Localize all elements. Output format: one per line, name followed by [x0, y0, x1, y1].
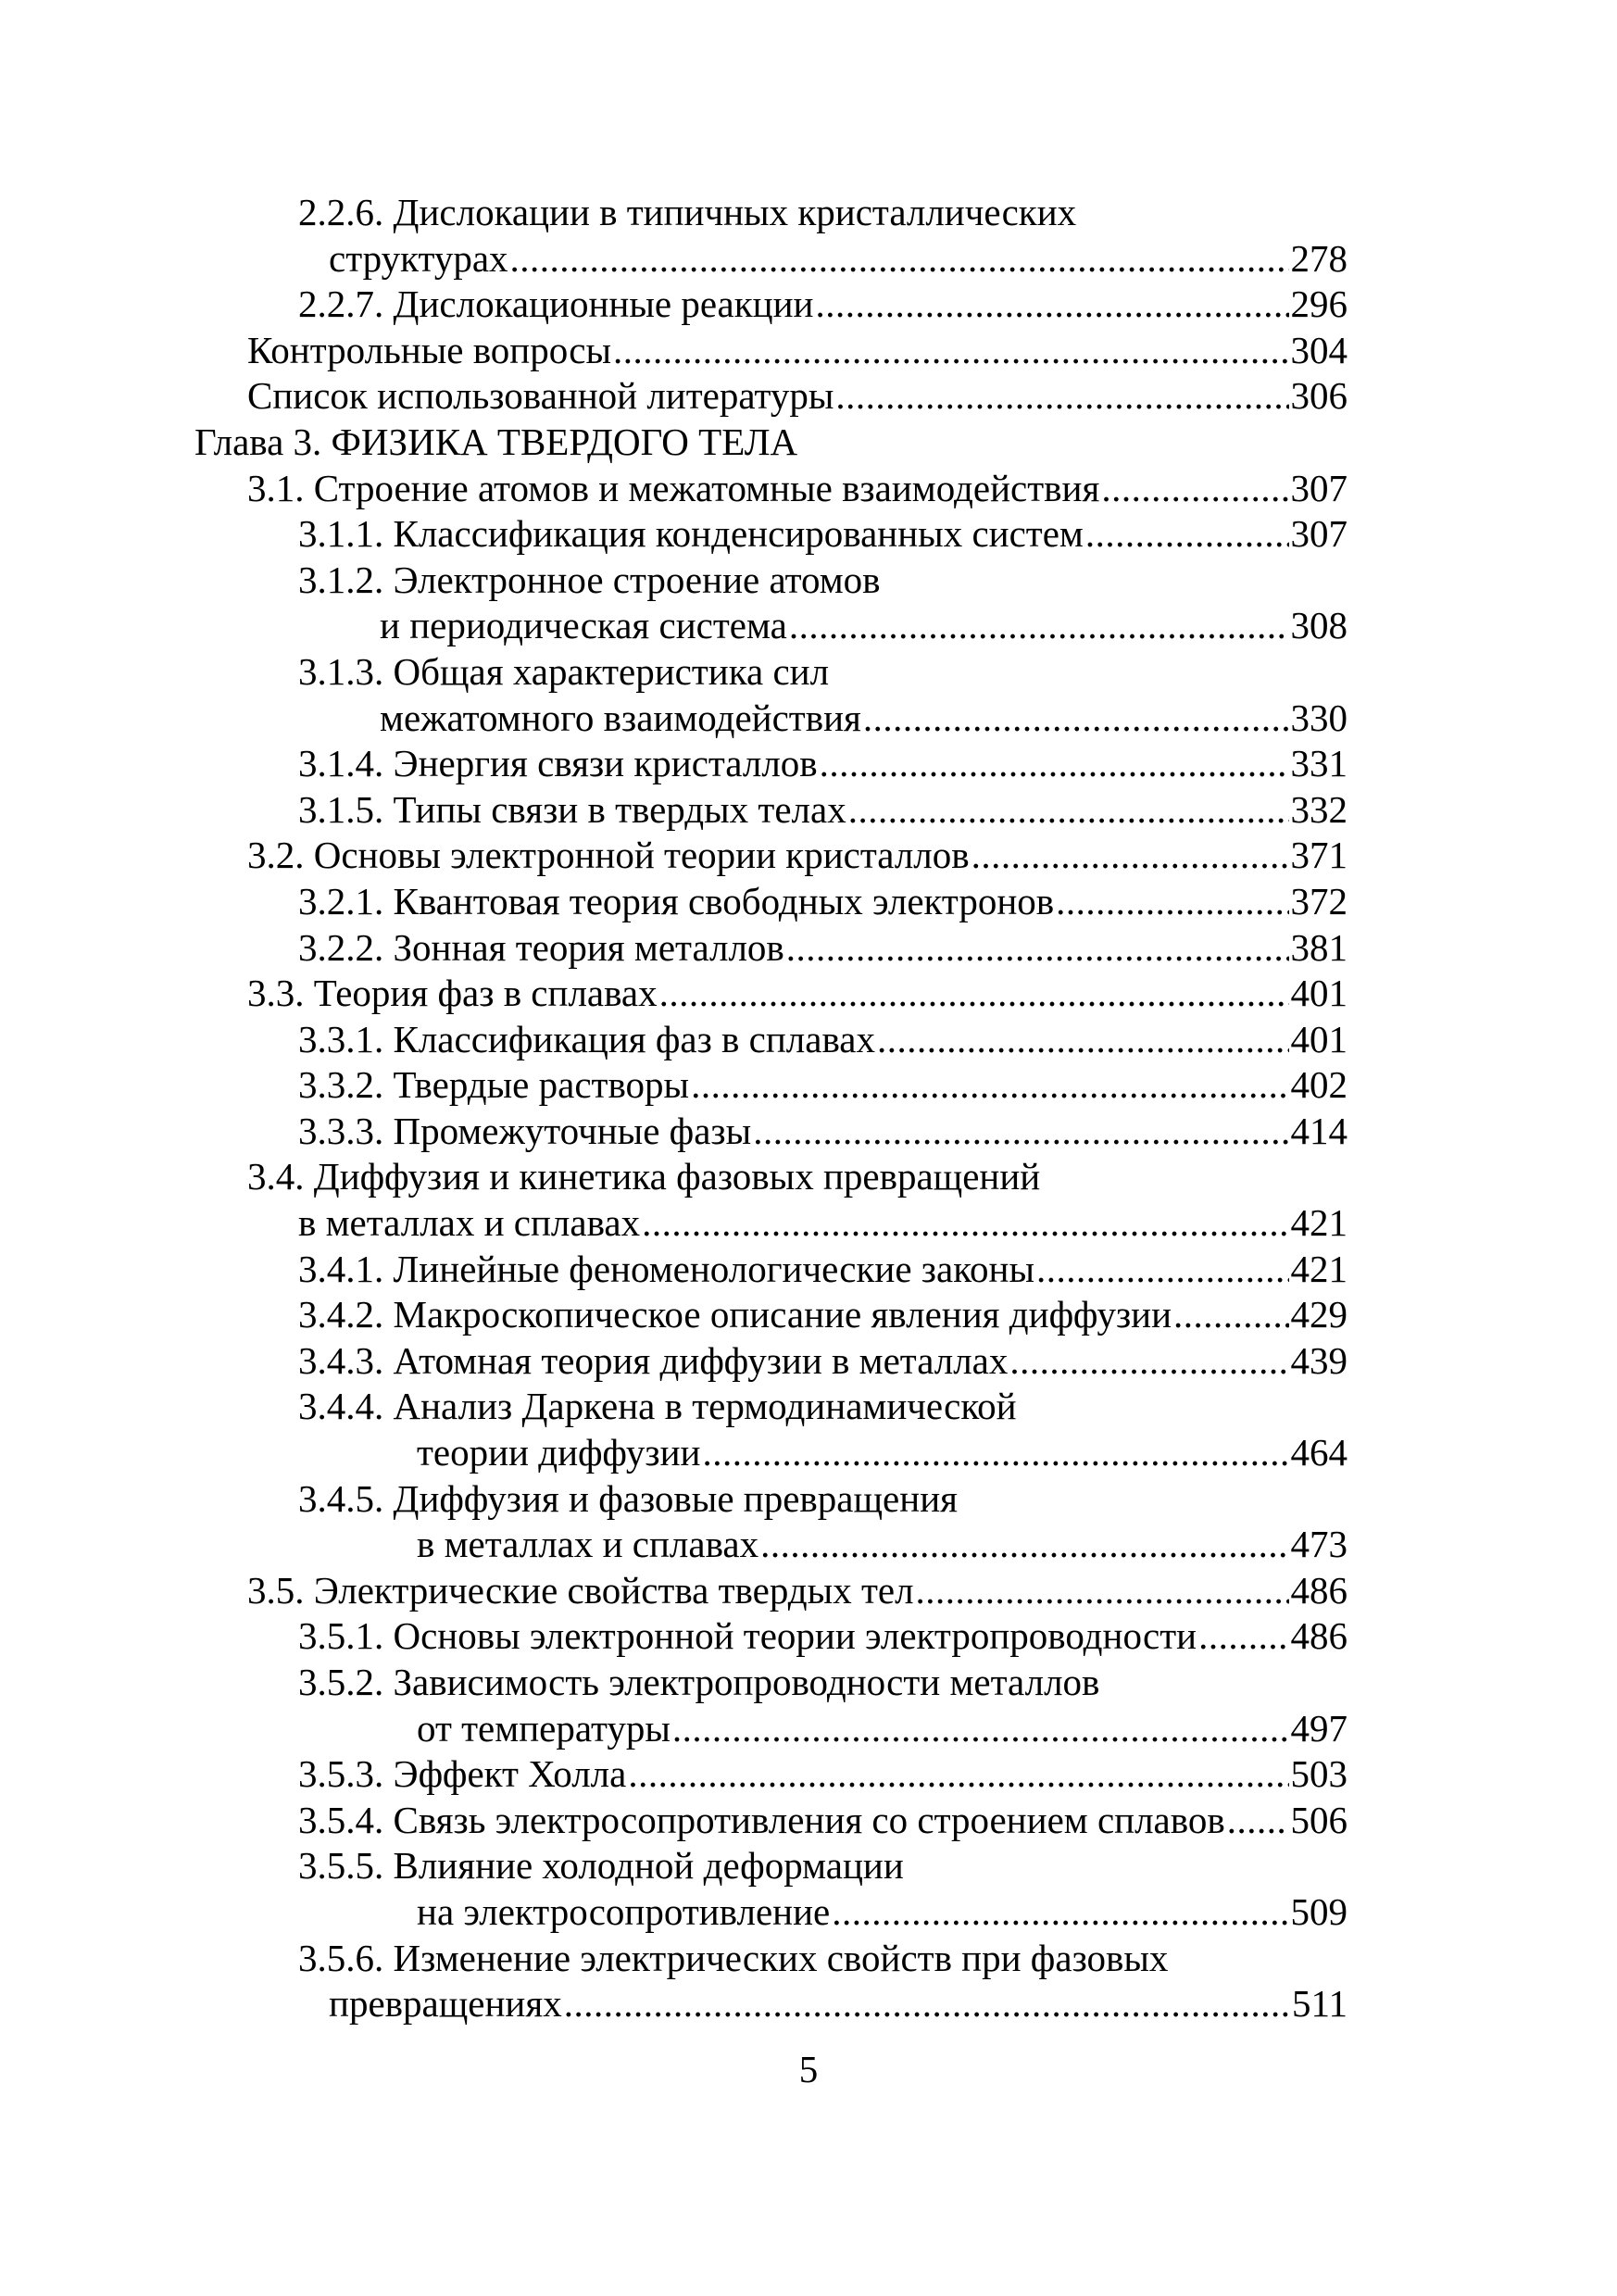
toc-title: 3.5.6. Изменение электрических свойств при фазовых [298, 1936, 1169, 1979]
toc-leader [789, 603, 1289, 649]
toc-title: 3.1. Строение атомов и межатомные взаимодействия [247, 466, 1100, 509]
toc-title: структурах [329, 236, 508, 280]
toc-page: 486 [1290, 1568, 1348, 1612]
toc-line [194, 1476, 1348, 1523]
toc-entry [194, 971, 1348, 1017]
toc-entry [194, 833, 1348, 879]
toc-entry [194, 741, 1348, 787]
toc-leader [820, 741, 1289, 787]
toc-title: в металлах и сплавах [298, 1201, 641, 1245]
toc-entry [194, 1338, 1348, 1385]
toc-leader [1101, 466, 1288, 512]
toc-line [194, 1154, 1348, 1200]
toc-page: 464 [1290, 1431, 1348, 1474]
toc-title: 3.5.3. Эффект Холла [298, 1752, 627, 1796]
toc-leader [1173, 1292, 1288, 1338]
toc-leader [971, 833, 1289, 879]
table-of-contents [194, 190, 1348, 2027]
toc-title: и периодическая система [380, 604, 787, 647]
toc-title: 2.2.6. Дислокации в типичных кристаллических [298, 191, 1077, 233]
toc-leader [703, 1430, 1289, 1476]
toc-page: 296 [1290, 282, 1348, 326]
toc-entry [194, 1062, 1348, 1109]
toc-entry [194, 373, 1348, 420]
toc-entry [194, 282, 1348, 328]
toc-line [194, 1660, 1348, 1706]
toc-title: 3.5.2. Зависимость электропроводности металлов [298, 1661, 1100, 1703]
toc-title: 3.2. Основы электронной теории кристаллов [247, 834, 970, 877]
toc-title: превращениях [329, 1982, 562, 2026]
toc-page: 304 [1290, 328, 1348, 371]
toc-entry [194, 1292, 1348, 1338]
toc-title: 3.5.4. Связь электросопротивления со строением сплавов [298, 1798, 1225, 1841]
toc-page: 473 [1290, 1523, 1348, 1566]
toc-entry [194, 1798, 1348, 1844]
toc-title: 3.4.4. Анализ Даркена в термодинамической [298, 1385, 1017, 1428]
toc-entry [194, 1200, 1348, 1247]
page-number: 5 [798, 2048, 819, 2090]
toc-title: 3.3.1. Классификация фаз в сплавах [298, 1017, 875, 1060]
toc-title: на электросопротивление [417, 1889, 831, 1933]
toc-page: 486 [1290, 1614, 1348, 1658]
toc-page: 506 [1290, 1798, 1348, 1841]
toc-entry [194, 603, 1348, 649]
toc-page: 414 [1290, 1109, 1348, 1152]
toc-leader [877, 1017, 1289, 1063]
toc-title: 3.5. Электрические свойства твердых тел [247, 1568, 914, 1612]
toc-title: в металлах и сплавах [417, 1523, 759, 1566]
toc-title: 3.2.1. Квантовая теория свободных электронов [298, 879, 1055, 922]
toc-entry [194, 1430, 1348, 1476]
toc-leader [786, 925, 1289, 972]
toc-title: 3.1.3. Общая характеристика сил [298, 649, 830, 693]
toc-leader [613, 328, 1288, 374]
toc-page: 401 [1290, 1017, 1348, 1060]
toc-entry [194, 1017, 1348, 1063]
toc-leader [863, 696, 1289, 742]
toc-leader [1198, 1613, 1288, 1660]
toc-page: 308 [1290, 604, 1348, 647]
toc-page: 421 [1290, 1201, 1348, 1245]
toc-entry [194, 466, 1348, 512]
toc-page: 371 [1290, 834, 1348, 877]
toc-page: 307 [1290, 466, 1348, 509]
toc-title: 3.4.2. Макроскопическое описание явления диффузии [298, 1293, 1172, 1336]
toc-title: 3.5.1. Основы электронной теории электропроводности [298, 1614, 1197, 1658]
toc-leader [1085, 511, 1289, 558]
toc-entry [194, 1889, 1348, 1936]
toc-entry [194, 1981, 1348, 2027]
toc-leader [510, 236, 1289, 282]
toc-page: 307 [1290, 512, 1348, 556]
toc-page: 439 [1290, 1338, 1348, 1382]
toc-entry [194, 787, 1348, 834]
toc-leader [564, 1981, 1290, 2027]
toc-title: 3.4.1. Линейные феноменологические законы [298, 1247, 1035, 1290]
toc-page: 330 [1290, 696, 1348, 739]
toc-leader [835, 373, 1288, 420]
toc-entry [194, 1706, 1348, 1752]
toc-title: Глава 3. ФИЗИКА ТВЕРДОГО ТЕЛА [194, 420, 798, 463]
toc-leader [659, 971, 1289, 1017]
toc-line [194, 1936, 1348, 1982]
toc-leader [691, 1062, 1288, 1109]
toc-leader [642, 1200, 1288, 1247]
toc-leader [760, 1522, 1288, 1568]
toc-leader [832, 1889, 1288, 1936]
toc-title: 3.2.2. Зонная теория металлов [298, 925, 784, 969]
toc-leader [672, 1706, 1289, 1752]
toc-line [194, 558, 1348, 604]
toc-page: 401 [1290, 972, 1348, 1015]
toc-title: 3.1.2. Электронное строение атомов [298, 558, 881, 601]
toc-title: 3.1.1. Классификация конденсированных систем [298, 512, 1084, 556]
toc-entry [194, 328, 1348, 374]
toc-title: 3.4.3. Атомная теория диффузии в металлах [298, 1338, 1009, 1382]
toc-entry [194, 696, 1348, 742]
toc-entry [194, 1109, 1348, 1155]
toc-line [194, 1843, 1348, 1889]
toc-leader [1227, 1798, 1289, 1844]
toc-leader [815, 282, 1288, 328]
toc-leader [628, 1751, 1288, 1798]
toc-page: 372 [1290, 879, 1348, 922]
toc-line [194, 190, 1348, 236]
toc-page: 278 [1290, 236, 1348, 280]
toc-leader [1056, 879, 1288, 925]
toc-entry [194, 1613, 1348, 1660]
toc-page: 306 [1290, 374, 1348, 418]
toc-line [194, 1384, 1348, 1430]
toc-title: 2.2.7. Дислокационные реакции [298, 282, 814, 326]
toc-line [194, 649, 1348, 696]
toc-page: 332 [1290, 787, 1348, 831]
toc-leader [1036, 1247, 1288, 1293]
toc-title: теории диффузии [417, 1431, 701, 1474]
toc-title: 3.3.3. Промежуточные фазы [298, 1109, 752, 1152]
toc-title: 3.3. Теория фаз в сплавах [247, 972, 658, 1015]
toc-leader [916, 1568, 1289, 1614]
toc-entry [194, 1751, 1348, 1798]
toc-page: 402 [1290, 1063, 1348, 1107]
toc-chapter-heading [194, 420, 1348, 466]
toc-leader [753, 1109, 1288, 1155]
toc-page: 331 [1290, 742, 1348, 785]
toc-entry [194, 1568, 1348, 1614]
toc-page: 503 [1290, 1752, 1348, 1796]
toc-page: 381 [1290, 925, 1348, 969]
toc-leader [1009, 1338, 1288, 1385]
toc-entry [194, 925, 1348, 972]
toc-entry [194, 879, 1348, 925]
toc-page: 429 [1290, 1293, 1348, 1336]
toc-entry [194, 511, 1348, 558]
toc-page: 511 [1292, 1982, 1348, 2026]
toc-title: Контрольные вопросы [247, 328, 612, 371]
toc-entry [194, 1247, 1348, 1293]
toc-leader [848, 787, 1289, 834]
toc-entry [194, 1522, 1348, 1568]
toc-title: 3.4.5. Диффузия и фазовые превращения [298, 1476, 958, 1520]
toc-title: 3.1.5. Типы связи в твердых телах [298, 787, 846, 831]
toc-title: от температуры [417, 1706, 671, 1750]
toc-title: 3.5.5. Влияние холодной деформации [298, 1844, 904, 1888]
toc-title: 3.3.2. Твердые растворы [298, 1063, 690, 1107]
toc-title: 3.4. Диффузия и кинетика фазовых превращений [247, 1155, 1041, 1198]
toc-entry [194, 236, 1348, 282]
toc-page: 509 [1290, 1889, 1348, 1933]
toc-title: межатомного взаимодействия [380, 696, 861, 739]
toc-title: Список использованной литературы [247, 374, 834, 418]
toc-title: 3.1.4. Энергия связи кристаллов [298, 742, 818, 785]
toc-page: 497 [1290, 1706, 1348, 1750]
toc-page: 421 [1290, 1247, 1348, 1290]
